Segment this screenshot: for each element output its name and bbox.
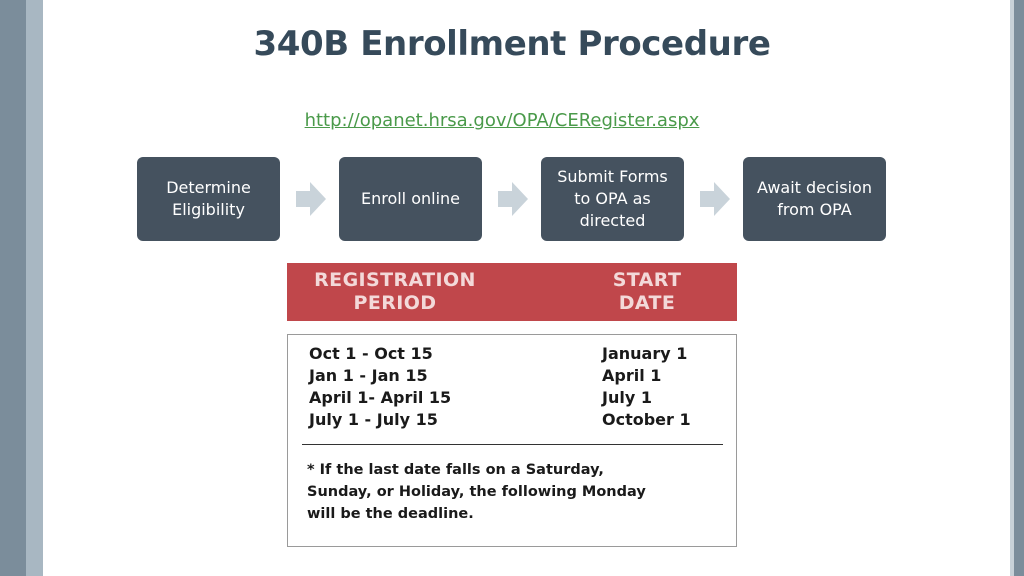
step-label-line: Enroll online [360,189,461,208]
header-registration-period [287,269,503,315]
header-line: DATE [618,292,676,314]
header-line: START [612,269,682,291]
period-cell: April 1- April 15 [309,388,452,407]
left-decor-bar-outer [0,0,26,576]
schedule-row [288,387,736,409]
start-date-cell: April 1 [602,366,662,385]
footnote-line: * If the last date falls on a Saturday, [307,462,604,478]
slide-title: 340B Enrollment Procedure [253,24,771,64]
header-line: PERIOD [353,292,437,314]
period-cell: Oct 1 - Oct 15 [309,344,433,363]
period-cell: Jan 1 - Jan 15 [309,366,428,385]
schedule-header [287,263,737,321]
right-decor-bar-outer [1014,0,1024,576]
step-label-line: Submit Forms [557,167,668,186]
step-label-line: Determine [166,178,251,197]
start-date-cell: July 1 [602,388,652,407]
start-date-cell: October 1 [602,410,691,429]
step-determine-eligibility [137,157,280,241]
schedule-row [288,409,736,431]
step-enroll-online [339,157,482,241]
step-await-decision [743,157,886,241]
footnote-line: Sunday, or Holiday, the following Monday [307,484,646,500]
footnote-line: will be the deadline. [307,506,474,522]
period-cell: July 1 - July 15 [309,410,438,429]
step-submit-forms [541,157,684,241]
step-label-line: Await decision [757,178,872,197]
header-line: REGISTRATION [314,269,476,291]
schedule-row [288,343,736,365]
step-label-line: directed [579,211,646,230]
step-label-line: to OPA as [574,189,651,208]
arrow-right-icon [498,182,528,216]
schedule-row [288,365,736,387]
schedule-table [287,334,737,547]
arrow-right-icon [296,182,326,216]
start-date-cell: January 1 [602,344,688,363]
deadline-footnote [307,459,727,525]
header-start-date [587,269,707,315]
step-label-line: from OPA [777,200,852,219]
left-decor-bar-inner [26,0,43,576]
arrow-right-icon [700,182,730,216]
step-label-line: Eligibility [172,200,245,219]
table-divider [302,444,723,445]
opa-register-link[interactable]: http://opanet.hrsa.gov/OPA/CERegister.aspx [304,110,700,131]
